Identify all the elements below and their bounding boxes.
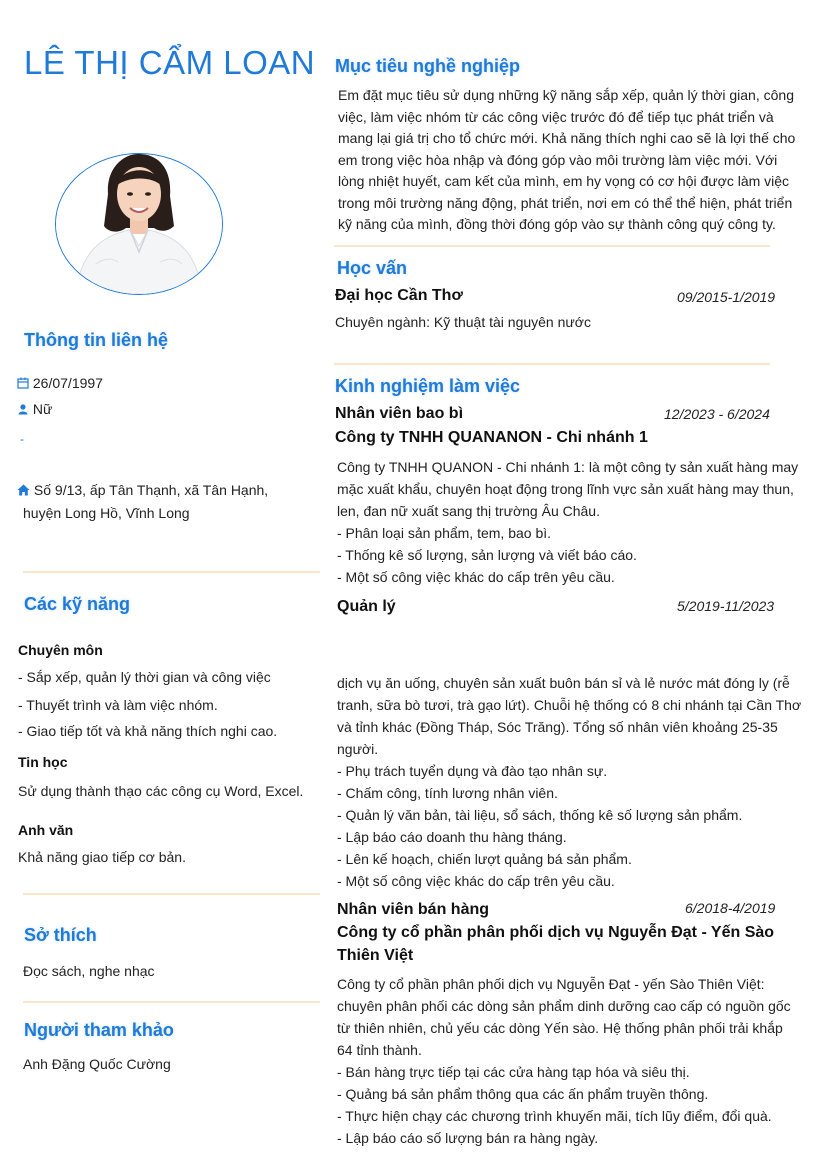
- address-line1: Số 9/13, ấp Tân Thạnh, xã Tân Hạnh,: [33, 482, 269, 498]
- calendar-icon: [17, 376, 29, 392]
- home-icon: [17, 480, 30, 502]
- job-bullet: - Lên kế hoạch, chiến lượt quảng bá sản phẩm.: [337, 851, 632, 867]
- job-dates: 6/2018-4/2019: [685, 900, 776, 916]
- job-desc-line: Công ty TNHH QUANON - Chi nhánh 1: là một công ty sản xuất hàng may: [337, 459, 799, 475]
- education-dates: 09/2015-1/2019: [677, 289, 776, 305]
- job-bullet: - Chấm công, tính lương nhân viên.: [337, 785, 558, 801]
- gender-row: [17, 401, 52, 418]
- job-company: [337, 921, 774, 967]
- job-description: [337, 456, 813, 588]
- skill-it-text: Sử dụng thành thạo các công cụ Word, Excel.: [18, 783, 304, 799]
- education-section-title: Học vấn: [337, 258, 408, 278]
- objective-line: lòng nhiệt huyết, cam kết của mình, em hy vọng có cơ hội được làm việc: [338, 173, 790, 189]
- education-major: Chuyên ngành: Kỹ thuật tài nguyên nước: [335, 314, 591, 330]
- skill-professional-label: Chuyên môn: [18, 642, 103, 658]
- job-desc-line: tranh, sữa bò tươi, trà gạo lứt). Chuỗi hệ thống có 8 chi nhánh tại Cần Thơ: [337, 697, 802, 713]
- job-position: Quản lý: [337, 598, 396, 615]
- address-line2: huyện Long Hồ, Vĩnh Long: [23, 505, 190, 522]
- skills-section-title: Các kỹ năng: [24, 594, 131, 614]
- job-bullet: - Lập báo cáo doanh thu hàng tháng.: [337, 829, 567, 845]
- job-dates: 12/2023 - 6/2024: [664, 406, 770, 422]
- objective-section-title: Mục tiêu nghề nghiệp: [335, 56, 520, 76]
- divider: [334, 245, 770, 247]
- references-text: Anh Đặng Quốc Cường: [23, 1056, 171, 1072]
- job-desc-line: Công ty cổ phần phân phối dịch vụ Nguyễn Đạt - yến Sào Thiên Việt:: [337, 976, 765, 992]
- experience-section-title: Kinh nghiệm làm việc: [335, 376, 521, 396]
- job-dates: 5/2019-11/2023: [677, 598, 775, 614]
- job-desc-line: dịch vụ ăn uống, chuyên sản xuất buôn bán sỉ và lẻ nước mát đóng ly (rễ: [337, 675, 790, 691]
- skill-it-label: Tin học: [18, 754, 68, 770]
- job-bullet: - Quảng bá sản phẩm thông qua các ấn phẩm truyền thông.: [337, 1086, 709, 1102]
- job-bullet: - Quản lý văn bản, tài liệu, sổ sách, thống kê số lượng sản phẩm.: [337, 807, 743, 823]
- job-desc-line: từ thiên nhiên, chủ yếu các dòng Yến sào. Hệ thống phân phối trải khắp: [337, 1020, 783, 1036]
- job-bullet: - Phụ trách tuyển dụng và đào tạo nhân sự.: [337, 763, 608, 779]
- job-position: Nhân viên bao bì: [335, 405, 464, 422]
- hobbies-text: Đọc sách, nghe nhạc: [23, 963, 155, 979]
- skill-english-label: Anh văn: [18, 822, 74, 838]
- job-bullet: - Phân loại sản phẩm, tem, bao bì.: [337, 525, 552, 541]
- divider: [334, 363, 770, 365]
- job-description: [337, 672, 813, 892]
- objective-line: trong môi trường năng động, phát triển, nơi em có thể thể hiện, phát triển: [338, 194, 793, 211]
- objective-line: việc, làm việc nhóm từ các công việc trước đó để tiếp tục phát triển và: [338, 108, 774, 125]
- job-bullet: - Thống kê số lượng, sản lượng và viết báo cáo.: [337, 547, 637, 563]
- avatar: [55, 153, 223, 295]
- birthday-row: [17, 375, 103, 392]
- skill-item: - Sắp xếp, quản lý thời gian và công việc: [18, 669, 271, 685]
- candidate-name: LÊ THỊ CẨM LOAN: [24, 44, 316, 81]
- job-bullet: - Thực hiện chạy các chương trình khuyến mãi, tích lũy điểm, đổi quà.: [337, 1108, 772, 1124]
- job-desc-line: 64 tỉnh thành.: [337, 1042, 422, 1058]
- objective-line: kỹ năng của mình, đồng thời đóng góp vào sự thành công quý công ty.: [338, 216, 776, 232]
- divider: [23, 1001, 320, 1003]
- job-company-line: Công ty cổ phần phân phối dịch vụ Nguyễn Đạt - Yến Sào: [337, 924, 775, 941]
- skill-english-text: Khả năng giao tiếp cơ bản.: [18, 849, 186, 865]
- job-bullet: - Một số công việc khác do cấp trên yêu cầu.: [337, 569, 615, 585]
- divider: [23, 893, 320, 895]
- job-desc-line: chuyên phân phối các dòng sản phẩm dinh dưỡng cao cấp có nguồn gốc: [337, 998, 791, 1014]
- job-desc-line: và tỉnh khác (Đồng Tháp, Sóc Trăng). Tổng số nhân viên khoảng 25-35: [337, 719, 778, 735]
- objective-line: Em đặt mục tiêu sử dụng những kỹ năng sắp xếp, quản lý thời gian, công: [338, 87, 794, 103]
- job-desc-line: mặc xuất khẩu, chuyên hoạt động trong lĩnh vực sản xuất hàng may thun,: [337, 481, 794, 497]
- job-desc-line: người.: [337, 741, 379, 757]
- job-position: Nhân viên bán hàng: [337, 901, 490, 918]
- contact-placeholder: -: [20, 432, 24, 446]
- hobbies-section-title: Sở thích: [24, 925, 97, 945]
- school-name: Đại học Cần Thơ: [335, 287, 463, 304]
- person-icon: [17, 402, 29, 418]
- skill-item: - Thuyết trình và làm việc nhóm.: [18, 697, 218, 713]
- birthday-value: 26/07/1997: [32, 375, 103, 391]
- job-bullet: - Lập báo cáo số lượng bán ra hàng ngày.: [337, 1130, 599, 1146]
- job-description: [337, 973, 813, 1149]
- job-company: Công ty TNHH QUANANON - Chi nhánh 1: [335, 429, 648, 446]
- gender-value: Nữ: [32, 401, 53, 417]
- objective-line: em trong việc hòa nhập và đóng góp vào môi trường làm việc mới. Với: [338, 151, 778, 168]
- objective-line: mang lại giá trị cho tổ chức mới. Khả năng thích nghi cao sẽ là lợi thế cho: [338, 130, 796, 146]
- job-bullet: - Một số công việc khác do cấp trên yêu cầu.: [337, 873, 615, 889]
- job-company-line: Thiên Việt: [337, 947, 414, 964]
- references-section-title: Người tham khảo: [24, 1020, 174, 1040]
- job-desc-line: len, đan nữ xuất sang thị trường Âu Châu.: [337, 503, 600, 519]
- objective-text: [338, 85, 812, 236]
- divider: [23, 571, 320, 573]
- contact-section-title: Thông tin liên hệ: [24, 330, 168, 350]
- skill-item: - Giao tiếp tốt và khả năng thích nghi cao.: [18, 723, 278, 739]
- job-bullet: - Bán hàng trực tiếp tại các cửa hàng tạp hóa và siêu thị.: [337, 1064, 690, 1080]
- address-row: [17, 479, 268, 524]
